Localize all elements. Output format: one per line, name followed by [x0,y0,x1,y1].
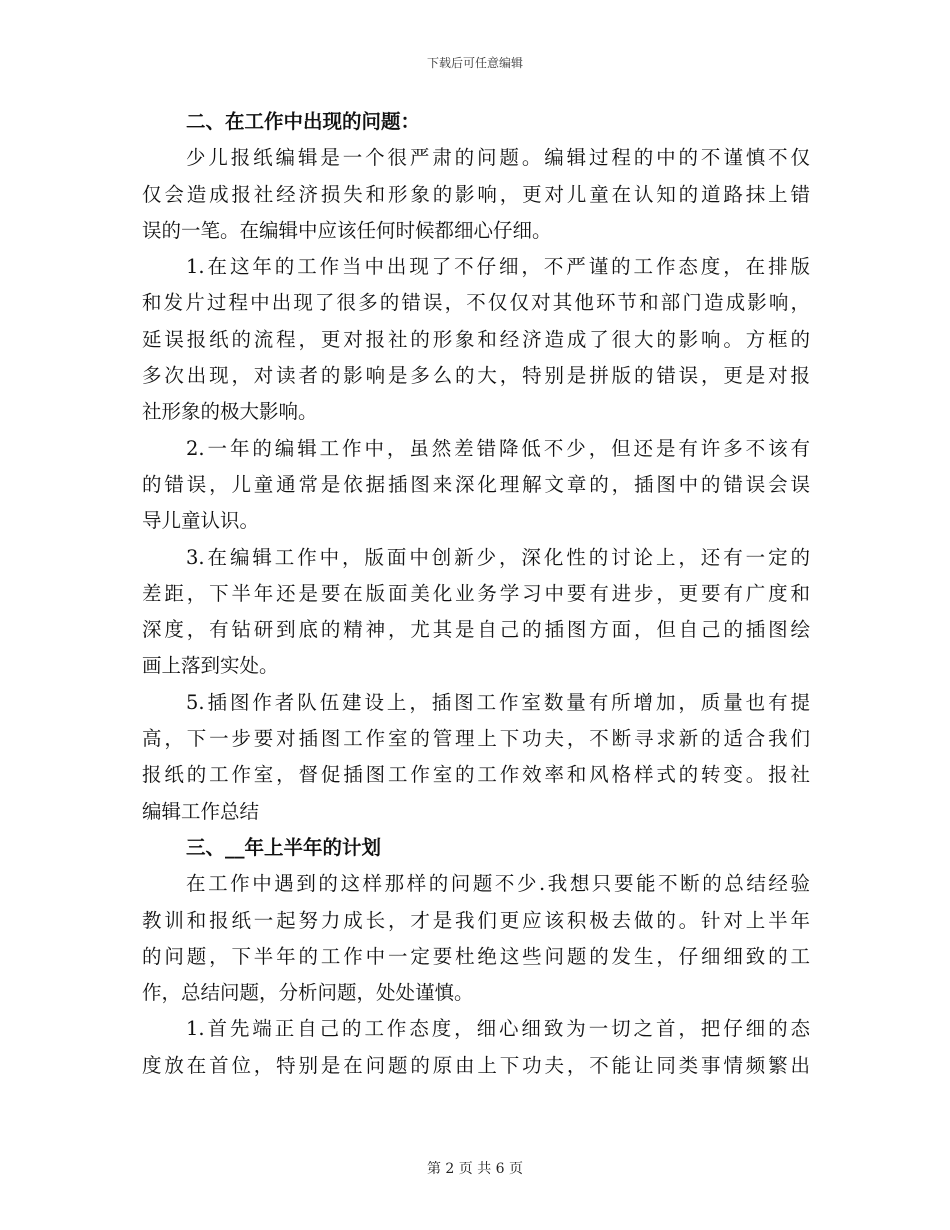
paragraph-line: 2.一年的编辑工作中，虽然差错降低不少，但还是有许多不该有 [186,436,810,460]
paragraph-line: 误的一笔。在编辑中应该任何时候都细心仔细。 [142,218,552,242]
paragraph-line: 作，总结问题，分析问题，处处谨慎。 [142,981,474,1005]
paragraph-line: 教训和报纸一起努力成长，才是我们更应该积极去做的。针对上半年 [142,908,810,932]
paragraph-line: 延误报纸的流程，更对报社的形象和经济造成了很大的影响。方框的 [142,327,810,351]
paragraph-line: 5.插图作者队伍建设上，插图工作室数量有所增加，质量也有提 [186,690,810,714]
paragraph-line: 导儿童认识。 [142,509,260,533]
paragraph-line: 和发片过程中出现了很多的错误，不仅仅对其他环节和部门造成影响， [142,291,810,315]
document-body [142,104,810,1084]
paragraph-line: 的错误，儿童通常是依据插图来深化理解文章的，插图中的错误会误 [142,472,810,496]
page-number: 第 2 页 共 6 页 [426,1161,524,1177]
paragraph-line: 高，下一步要对插图工作室的管理上下功夫，不断寻求新的适合我们 [142,727,810,751]
paragraph-line: 社形象的极大影响。 [142,400,318,424]
paragraph-line: 差距，下半年还是要在版面美化业务学习中要有进步，更要有广度和 [142,581,810,605]
paragraph-line: 仅会造成报社经济损失和形象的影响，更对儿童在认知的道路抹上错 [142,182,810,206]
paragraph-line: 的问题，下半年的工作中一定要杜绝这些问题的发生，仔细细致的工 [142,944,810,968]
paragraph-line: 报纸的工作室，督促插图工作室的工作效率和风格样式的转变。报社 [142,763,810,787]
paragraph-line: 多次出现，对读者的影响是多么的大，特别是拼版的错误，更是对报 [142,364,810,388]
section-heading: 二、在工作中出现的问题： [186,110,421,133]
paragraph-line: 画上落到实处。 [142,654,279,678]
header-note: 下载后可任意编辑 [426,56,523,70]
paragraph-line: 1.首先端正自己的工作态度，细心细致为一切之首，把仔细的态 [186,1017,810,1041]
section-heading: 三、__年上半年的计划 [186,835,382,859]
paragraph-line: 3.在编辑工作中，版面中创新少，深化性的讨论上，还有一定的 [186,545,810,569]
paragraph-line: 1.在这年的工作当中出现了不仔细，不严谨的工作态度，在排版 [186,255,810,279]
paragraph-line: 少儿报纸编辑是一个很严肃的问题。编辑过程的中的不谨慎不仅 [186,146,810,170]
paragraph-line: 度放在首位，特别是在问题的原由上下功夫，不能让同类事情频繁出 [142,1053,810,1077]
paragraph-line: 在工作中遇到的这样那样的问题不少.我想只要能不断的总结经验 [186,872,810,896]
paragraph-line: 深度，有钻研到底的精神，尤其是自己的插图方面，但自己的插图绘 [142,618,810,642]
paragraph-line: 编辑工作总结 [142,799,260,823]
